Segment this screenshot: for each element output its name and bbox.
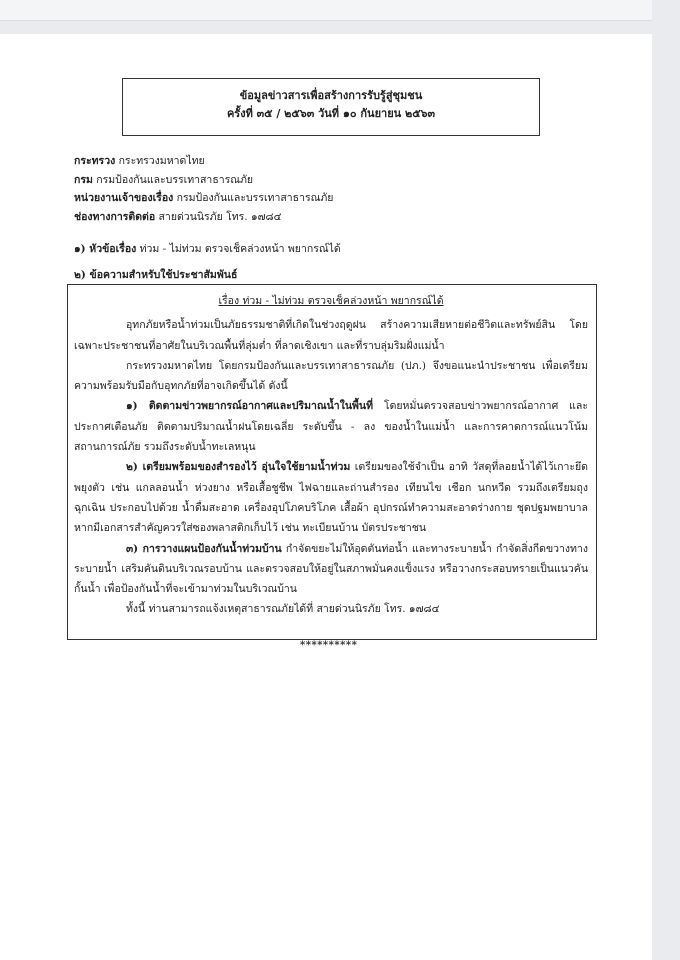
section-2 [74, 266, 237, 283]
item-2-body: เตรียมของใช้จำเป็น อาทิ วัสดุที่ลอยน้ำได้ไว้เกาะยึดพยุงตัว เช่น แกลลอนน้ำ ห่วงยาง หรือเสื้อชูชีพ ไฟฉายและถ่านสำรอง เทียนไข เชือก นกหวีด รวมถึงเตรียมถุงฉุกเฉิน ประกอบไปด้วย น้ำดื่มสะอาด เครื่องอุปโภคบริโภค เสื้อผ้า อุปกรณ์ทำความสะอาดร่างกาย ชุดปฐมพยาบาล หากมีเอกสารสำคัญควรใส่ซองพลาสติกเก็บไว้ เช่น ทะเบียนบ้าน บัตรประชาชน [74, 461, 589, 535]
end-marker: ********** [300, 640, 358, 651]
section-1 [74, 240, 341, 257]
viewer-top-strip [0, 0, 680, 34]
message-item-1 [74, 396, 588, 457]
section-2-label: ๒) ข้อความสำหรับใช้ประชาสัมพันธ์ [74, 269, 238, 281]
meta-owner-value: กรมป้องกันและบรรเทาสาธารณภัย [176, 192, 334, 204]
meta-ministry-value: กระทรวงมหาดไทย [118, 155, 205, 167]
document-page [0, 34, 652, 960]
meta-department-value: กรมป้องกันและบรรเทาสาธารณภัย [96, 173, 254, 186]
message-heading: เรื่อง ท่วม - ไม่ท่วม ตรวจเช็คล่วงหน้า พยากรณ์ได้ [218, 295, 444, 307]
message-paragraph-2: กระทรวงมหาดไทย โดยกรมป้องกันและบรรเทาสาธารณภัย (ปภ.) จึงขอแนะนำประชาชน เพื่อเตรียมความพร้อมรับมือกับอุทกภัยที่อาจเกิดขึ้นได้ ดังนี้ [74, 359, 588, 393]
section-1-value: ท่วม - ไม่ท่วม ตรวจเช็คล่วงหน้า พยากรณ์ได้ [139, 243, 341, 255]
item-1-title: ๑) ติดตามข่าวพยากรณ์อากาศและปริมาณน้ำในพื้นที่ [126, 400, 374, 413]
item-2-title: ๒) เตรียมพร้อมของสำรองไว้ อุ่นใจใช้ยามน้ำท่วม [126, 461, 351, 474]
meta-department-label: กรม [74, 173, 93, 186]
message-item-2 [74, 457, 588, 538]
message-paragraph-1: อุทกภัยหรือน้ำท่วมเป็นภัยธรรมชาติที่เกิดในช่วงฤดูฝน สร้างความเสียหายต่อชีวิตและทรัพย์สิน โดยเฉพาะประชาชนที่อาศัยในบริเวณพื้นที่ลุ่มต่ำ ที่ลาดเชิงเขา และที่ราบลุ่มริมฝั่งแม่น้ำ [74, 319, 588, 352]
message-box [67, 284, 597, 640]
meta-owner-label: หน่วยงานเจ้าของเรื่อง [74, 192, 174, 204]
item-3-body: กำจัดขยะไม่ให้อุดตันท่อน้ำ และทางระบายน้ำ กำจัดสิ่งกีดขวางทางระบายน้ำ เสริมคันดินบริเวณรอบบ้าน และตรวจสอบให้อยู่ในสภาพมั่นคงแข็งแรง หรือวางกระสอบทรายเป็นแนวคันกั้นน้ำ เพื่อป้องกันน้ำที่จะเข้ามาท่วมในบริเวณบ้าน [74, 542, 588, 596]
meta-department [74, 171, 333, 190]
meta-contact [74, 208, 333, 227]
message-item-3 [74, 539, 588, 600]
document-issue-line: ครั้งที่ ๓๕ / ๒๕๖๓ วันที่ ๑๐ กันยายน ๒๕๖๓ [226, 107, 436, 120]
meta-ministry [74, 152, 333, 171]
meta-ministry-label: กระทรวง [74, 155, 116, 167]
item-1-body: โดยหมั่นตรวจสอบข่าวพยากรณ์อากาศ และประกาศเตือนภัย ติดตามปริมาณน้ำฝนโดยเฉลี่ย ระดับขึ้น - ลง ของน้ำในแม่น้ำ และการคาดการณ์แนวโน้มสถานการณ์ภัย รวมถึงระดับน้ำทะเลหนุน [74, 400, 588, 454]
document-title-box [122, 78, 540, 136]
message-closing: ทั้งนี้ ท่านสามารถแจ้งเหตุสาธารณภัยได้ที่ สายด่วนนิรภัย โทร. ๑๗๘๔ [126, 603, 440, 616]
section-1-label: ๑) หัวข้อเรื่อง [74, 243, 137, 255]
meta-owner [74, 189, 333, 208]
meta-contact-label: ช่องทางการติดต่อ [74, 210, 156, 223]
document-title: ข้อมูลข่าวสารเพื่อสร้างการรับรู้สู่ชุมชน [239, 89, 423, 102]
document-meta [74, 152, 333, 226]
meta-contact-value: สายด่วนนิรภัย โทร. ๑๗๘๔ [158, 210, 282, 223]
item-3-title: ๓) การวางแผนป้องกันน้ำท่วมบ้าน [126, 542, 282, 555]
viewer-top-panel [0, 0, 652, 21]
